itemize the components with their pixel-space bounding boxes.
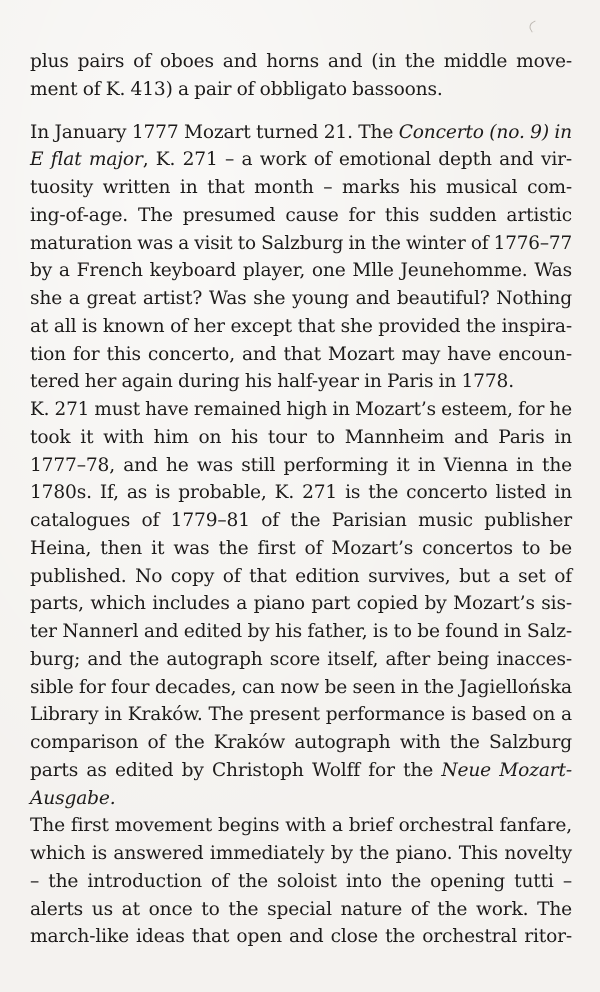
text-line <box>30 757 572 785</box>
text-line: march-like ideas that open and close the orchestral ritor- <box>30 926 572 948</box>
text-line: took it with him on his tour to Mannheim and Paris in <box>30 426 572 448</box>
text-line <box>30 119 572 147</box>
text-line <box>30 785 572 813</box>
text-line: ing-of-age. The presumed cause for this sudden artistic <box>30 204 572 226</box>
italic-title: Ausgabe. <box>30 787 116 809</box>
text-line: ment of K. 413) a pair of obbligato bassoons. <box>30 78 443 100</box>
italic-title: Neue Mozart- <box>441 759 572 781</box>
text-line <box>30 146 572 174</box>
text-line: alerts us at once to the special nature of the work. The <box>30 898 572 920</box>
text-line: which is answered immediately by the piano. This novelty <box>30 843 572 864</box>
text-line: – the introduction of the soloist into the opening tutti – <box>30 870 572 892</box>
text-line: tion for this concerto, and that Mozart may have encoun- <box>30 343 572 365</box>
text-line: sible for four decades, can now be seen in the Jagiellońska <box>30 676 572 698</box>
text-line: comparison of the Kraków autograph with the Salzburg <box>30 732 572 753</box>
paragraph-3 <box>30 396 572 812</box>
text-line: Heina, then it was the first of Mozart’s concertos to be <box>30 537 572 559</box>
text-run: parts as edited by Christoph Wolff for the <box>30 759 442 781</box>
text-run: In January 1777 Mozart turned 21. The <box>30 121 399 143</box>
text-line: burg; and the autograph score itself, after being inacces- <box>30 648 572 670</box>
paragraph-4 <box>30 812 572 951</box>
text-line: parts, which includes a piano part copied by Mozart’s sis- <box>30 593 572 615</box>
text-line: The first movement begins with a brief orchestral fanfare, <box>30 815 572 837</box>
text-line: at all is known of her except that she provided the inspira- <box>30 315 572 337</box>
text-line: catalogues of 1779–81 of the Parisian music publisher <box>30 510 572 531</box>
paragraph-2 <box>30 119 572 397</box>
text-line: tered her again during his half-year in Paris in 1778. <box>30 371 514 393</box>
text-line: Library in Kraków. The present performance is based on a <box>30 704 572 726</box>
body-text <box>30 48 572 951</box>
text-line: she a great artist? Was she young and beautiful? Nothing <box>30 288 572 309</box>
text-line: plus pairs of oboes and horns and (in the middle move- <box>30 51 572 72</box>
text-line: tuosity written in that month – marks his musical com- <box>30 177 572 198</box>
corner-mark <box>527 20 539 32</box>
text-line: 1777–78, and he was still performing it in Vienna in the <box>30 454 572 476</box>
text-run: , K. 271 – a work of emotional depth and vir- <box>142 149 573 171</box>
italic-title: Concerto (no. 9) in <box>398 121 572 143</box>
text-line: published. No copy of that edition survives, but a set of <box>30 565 572 587</box>
text-line: ter Nannerl and edited by his father, is to be found in Salz- <box>30 621 572 642</box>
italic-title: E flat major <box>30 149 143 171</box>
text-line: by a French keyboard player, one Mlle Jeunehomme. Was <box>30 260 572 282</box>
text-line: K. 271 must have remained high in Mozart’s esteem, for he <box>30 399 572 420</box>
paragraph-1 <box>30 48 572 104</box>
text-line: maturation was a visit to Salzburg in the winter of 1776–77 <box>30 232 572 254</box>
text-line: 1780s. If, as is probable, K. 271 is the concerto listed in <box>30 482 572 504</box>
